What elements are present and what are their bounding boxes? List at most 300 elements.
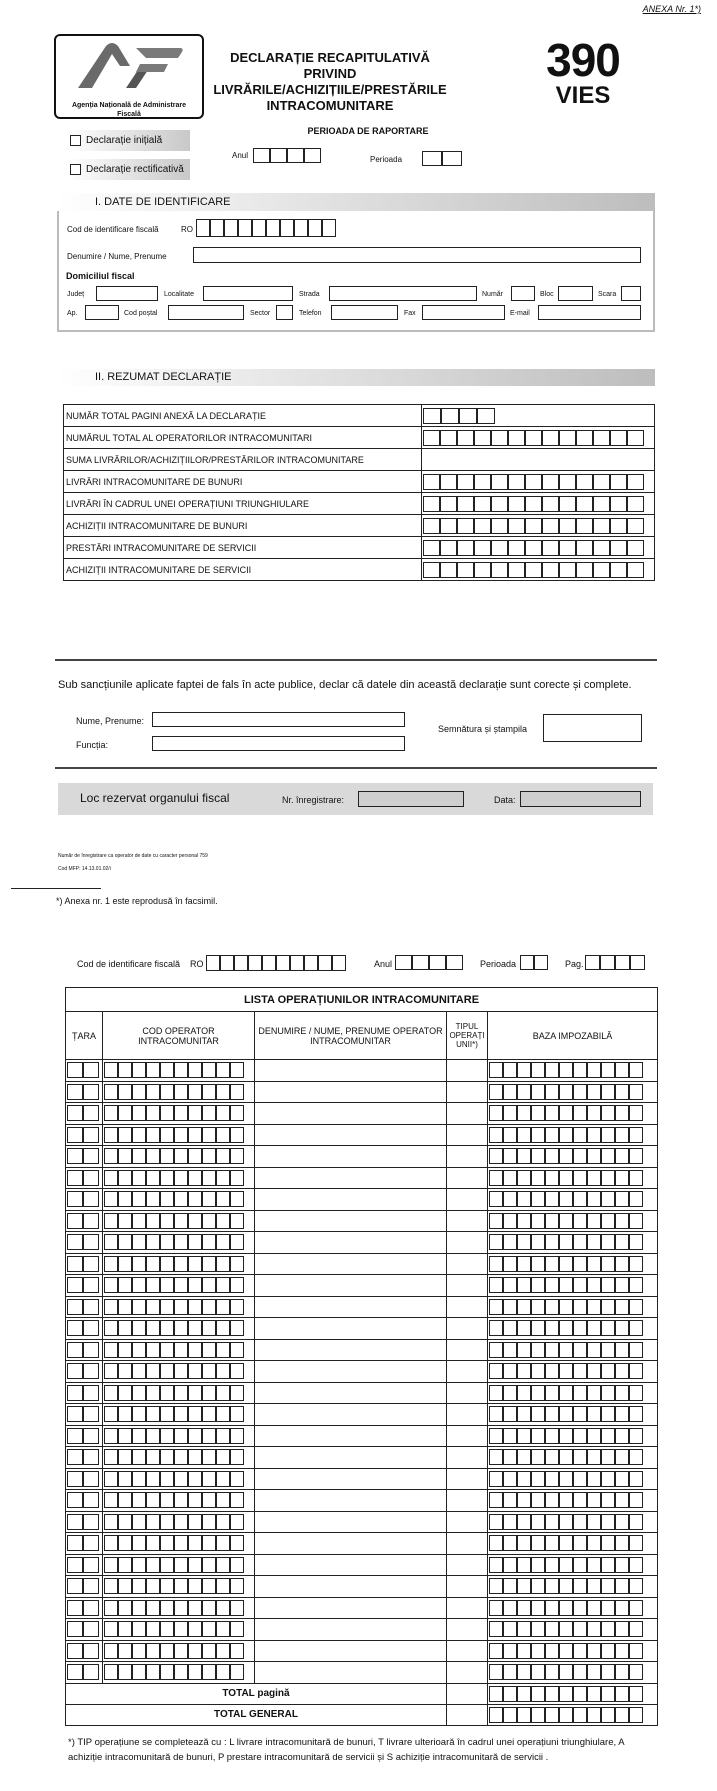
operation-row xyxy=(66,1318,658,1340)
taxable-base-field[interactable] xyxy=(488,1060,658,1082)
summary-row xyxy=(64,471,655,493)
mfp-code: Cod MFP: 14.13.01.02/i xyxy=(58,866,111,872)
year-label: Anul xyxy=(232,151,249,160)
operation-row xyxy=(66,1597,658,1619)
summary-row-label: NUMĂRUL TOTAL AL OPERATORILOR INTRACOMUNITARI xyxy=(64,427,422,449)
taxable-base-field[interactable] xyxy=(488,1640,658,1662)
operation-row xyxy=(66,1339,658,1361)
country-field[interactable] xyxy=(66,1081,103,1103)
signer-name-field[interactable] xyxy=(152,712,405,727)
summary-row xyxy=(64,427,655,449)
operation-row xyxy=(66,1425,658,1447)
operator-name-field[interactable] xyxy=(255,1339,447,1361)
digit-cell[interactable] xyxy=(290,955,304,971)
operator-code-field[interactable] xyxy=(103,1554,255,1576)
operation-row xyxy=(66,1103,658,1125)
operator-name-field[interactable] xyxy=(255,1511,447,1533)
initial-label: Declarație inițială xyxy=(86,135,163,146)
operator-code-field[interactable] xyxy=(103,1468,255,1490)
operation-row xyxy=(66,1533,658,1555)
registration-date-label: Data: xyxy=(494,795,516,805)
operator-code-field[interactable] xyxy=(103,1167,255,1189)
taxable-base-field[interactable] xyxy=(488,1275,658,1297)
annex-cif-field[interactable] xyxy=(206,955,346,971)
declaration-statement: Sub sancțiunile aplicate faptei de fals în acte publice, declar că datele din această declarație sunt corecte și complete. xyxy=(58,679,632,691)
operation-type-field[interactable] xyxy=(447,1060,488,1082)
taxable-base-field[interactable] xyxy=(488,1339,658,1361)
section-2-header xyxy=(57,369,655,386)
rectified-declaration-option[interactable] xyxy=(68,159,190,180)
summary-row-label: ACHIZIȚII INTRACOMUNITARE DE BUNURI xyxy=(64,515,422,537)
operator-code-field[interactable] xyxy=(103,1124,255,1146)
taxable-base-field[interactable] xyxy=(488,1533,658,1555)
locality-label: Localitate xyxy=(164,291,194,298)
operator-name-field[interactable] xyxy=(255,1253,447,1275)
taxable-base-field[interactable] xyxy=(488,1619,658,1641)
operator-name-field[interactable] xyxy=(255,1533,447,1555)
summary-table xyxy=(63,404,655,581)
cif-label: Cod de identificare fiscală xyxy=(67,225,159,234)
operator-code-field[interactable] xyxy=(103,1511,255,1533)
digit-cell[interactable] xyxy=(210,219,224,237)
operation-row xyxy=(66,1060,658,1082)
operation-type-field[interactable] xyxy=(447,1554,488,1576)
country-field[interactable] xyxy=(66,1447,103,1469)
digit-cell[interactable] xyxy=(206,955,220,971)
taxable-base-field[interactable] xyxy=(488,1253,658,1275)
country-field[interactable] xyxy=(66,1468,103,1490)
operator-code-field[interactable] xyxy=(103,1533,255,1555)
operation-row xyxy=(66,1382,658,1404)
operator-name-field[interactable] xyxy=(255,1404,447,1426)
operation-type-field[interactable] xyxy=(447,1511,488,1533)
operator-code-field[interactable] xyxy=(103,1232,255,1254)
col-operation-type: TIPUL OPERAȚI UNII*) xyxy=(447,1012,488,1060)
summary-row-label: SUMA LIVRĂRILOR/ACHIZIȚIILOR/PRESTĂRILOR INTRACOMUNITARE xyxy=(64,449,422,471)
taxable-base-field[interactable] xyxy=(488,1382,658,1404)
annex-period-label: Perioada xyxy=(480,959,517,969)
form-code: VIES xyxy=(555,82,611,109)
operator-code-field[interactable] xyxy=(103,1425,255,1447)
staircase-label: Scara xyxy=(598,291,617,298)
taxable-base-field[interactable] xyxy=(488,1404,658,1426)
taxable-base-field[interactable] xyxy=(488,1468,658,1490)
operator-name-field[interactable] xyxy=(255,1275,447,1297)
operator-name-field[interactable] xyxy=(255,1167,447,1189)
operation-type-field[interactable] xyxy=(447,1490,488,1512)
fax-field[interactable] xyxy=(422,305,505,320)
country-field[interactable] xyxy=(66,1189,103,1211)
operations-list xyxy=(65,987,658,1726)
fiscal-reserved-area xyxy=(58,783,653,815)
operator-code-field[interactable] xyxy=(103,1253,255,1275)
operation-type-field[interactable] xyxy=(447,1404,488,1426)
registration-date-field[interactable] xyxy=(520,791,641,807)
annex-year-field[interactable] xyxy=(395,955,463,970)
operation-type-field[interactable] xyxy=(447,1382,488,1404)
operator-code-field[interactable] xyxy=(103,1339,255,1361)
taxable-base-field[interactable] xyxy=(488,1662,658,1684)
country-field[interactable] xyxy=(66,1404,103,1426)
taxable-base-field[interactable] xyxy=(488,1210,658,1232)
summary-row-label: ACHIZIȚII INTRACOMUNITARE DE SERVICII xyxy=(64,559,422,581)
sector-field[interactable] xyxy=(276,305,293,320)
digit-cell[interactable] xyxy=(280,219,294,237)
operation-type-field[interactable] xyxy=(447,1468,488,1490)
section-2-title: II. REZUMAT DECLARAȚIE xyxy=(95,371,232,383)
summary-row xyxy=(64,405,655,427)
signer-name-label: Nume, Prenume: xyxy=(76,716,145,726)
period-field[interactable] xyxy=(422,151,462,166)
rectified-checkbox[interactable] xyxy=(70,164,81,175)
operator-code-field[interactable] xyxy=(103,1103,255,1125)
country-field[interactable] xyxy=(66,1382,103,1404)
country-field[interactable] xyxy=(66,1619,103,1641)
signer-function-field[interactable] xyxy=(152,736,405,751)
operator-code-field[interactable] xyxy=(103,1640,255,1662)
agency-name: Agenția Națională de Administrare Fiscală xyxy=(71,102,187,118)
operator-name-field[interactable] xyxy=(255,1554,447,1576)
summary-value-field[interactable] xyxy=(422,449,655,471)
col-operator-name: DENUMIRE / NUME, PRENUME OPERATOR INTRACOMUNITAR xyxy=(255,1012,447,1060)
operation-type-field[interactable] xyxy=(447,1662,488,1684)
operator-code-field[interactable] xyxy=(103,1275,255,1297)
taxable-base-field[interactable] xyxy=(488,1081,658,1103)
title-line-2: PRIVIND LIVRĂRILE/ACHIZIȚIILE/PRESTĂRILE xyxy=(213,66,447,97)
summary-value-field[interactable] xyxy=(422,405,655,427)
operation-type-field[interactable] xyxy=(447,1318,488,1340)
operation-type-field[interactable] xyxy=(447,1576,488,1598)
taxable-base-field[interactable] xyxy=(488,1511,658,1533)
operator-registration-note: Număr de înregistrare ca operator de date cu caracter personal 759 xyxy=(58,853,208,859)
country-field[interactable] xyxy=(66,1060,103,1082)
street-field[interactable] xyxy=(329,286,477,301)
digit-cell[interactable] xyxy=(332,955,346,971)
col-taxable-base: BAZA IMPOZABILĂ xyxy=(488,1012,658,1060)
page-total-row xyxy=(66,1683,658,1704)
operation-type-field[interactable] xyxy=(447,1597,488,1619)
operation-row xyxy=(66,1662,658,1684)
summary-value-field[interactable] xyxy=(422,537,655,559)
registration-number-field[interactable] xyxy=(358,791,464,807)
operator-name-field[interactable] xyxy=(255,1662,447,1684)
operation-type-field[interactable] xyxy=(447,1296,488,1318)
country-field[interactable] xyxy=(66,1210,103,1232)
country-field[interactable] xyxy=(66,1318,103,1340)
digit-cell[interactable] xyxy=(252,219,266,237)
annex-year-label: Anul xyxy=(374,959,393,969)
summary-value-field[interactable] xyxy=(422,427,655,449)
taxable-base-field[interactable] xyxy=(488,1576,658,1598)
operator-name-field[interactable] xyxy=(255,1490,447,1512)
section-1-title: I. DATE DE IDENTIFICARE xyxy=(95,196,231,208)
summary-value-field[interactable] xyxy=(422,493,655,515)
operation-type-field[interactable] xyxy=(447,1210,488,1232)
operation-type-field[interactable] xyxy=(447,1640,488,1662)
taxable-base-field[interactable] xyxy=(488,1425,658,1447)
summary-row xyxy=(64,493,655,515)
digit-cell[interactable] xyxy=(318,955,332,971)
phone-field[interactable] xyxy=(331,305,398,320)
taxable-base-field[interactable] xyxy=(488,1124,658,1146)
signature-field[interactable] xyxy=(543,714,642,742)
country-field[interactable] xyxy=(66,1124,103,1146)
operation-type-field[interactable] xyxy=(447,1447,488,1469)
operator-name-field[interactable] xyxy=(255,1060,447,1082)
operation-type-field[interactable] xyxy=(447,1167,488,1189)
operation-type-field[interactable] xyxy=(447,1081,488,1103)
operator-code-field[interactable] xyxy=(103,1619,255,1641)
taxable-base-field[interactable] xyxy=(488,1447,658,1469)
initial-checkbox[interactable] xyxy=(70,135,81,146)
operator-code-field[interactable] xyxy=(103,1361,255,1383)
taxable-base-field[interactable] xyxy=(488,1296,658,1318)
operator-code-field[interactable] xyxy=(103,1081,255,1103)
operation-row xyxy=(66,1640,658,1662)
operation-row xyxy=(66,1232,658,1254)
operator-code-field[interactable] xyxy=(103,1210,255,1232)
taxable-base-field[interactable] xyxy=(488,1490,658,1512)
country-field[interactable] xyxy=(66,1232,103,1254)
operator-code-field[interactable] xyxy=(103,1597,255,1619)
annex-cif-label: Cod de identificare fiscală xyxy=(77,959,181,969)
country-field[interactable] xyxy=(66,1425,103,1447)
county-field[interactable] xyxy=(96,286,158,301)
street-label: Strada xyxy=(299,291,320,298)
operator-name-field[interactable] xyxy=(255,1597,447,1619)
country-field[interactable] xyxy=(66,1662,103,1684)
operation-row xyxy=(66,1511,658,1533)
operator-name-field[interactable] xyxy=(255,1081,447,1103)
footnote: *) Anexa nr. 1 este reprodusă în facsimil. xyxy=(56,896,218,906)
operation-row xyxy=(66,1124,658,1146)
taxable-base-field[interactable] xyxy=(488,1167,658,1189)
col-operator-code: COD OPERATOR INTRACOMUNITAR xyxy=(103,1012,255,1060)
page-field[interactable] xyxy=(585,955,645,970)
operator-code-field[interactable] xyxy=(103,1490,255,1512)
operation-type-field[interactable] xyxy=(447,1619,488,1641)
taxable-base-field[interactable] xyxy=(488,1189,658,1211)
operator-code-field[interactable] xyxy=(103,1318,255,1340)
operation-row xyxy=(66,1296,658,1318)
digit-cell[interactable] xyxy=(304,955,318,971)
operator-name-field[interactable] xyxy=(255,1124,447,1146)
operator-name-field[interactable] xyxy=(255,1146,447,1168)
taxable-base-field[interactable] xyxy=(488,1361,658,1383)
digit-cell[interactable] xyxy=(248,955,262,971)
operator-name-field[interactable] xyxy=(255,1232,447,1254)
operator-name-field[interactable] xyxy=(255,1382,447,1404)
year-field[interactable] xyxy=(253,148,321,163)
operator-name-field[interactable] xyxy=(255,1361,447,1383)
period-label: Perioada xyxy=(370,155,403,164)
locality-field[interactable] xyxy=(203,286,293,301)
operator-name-field[interactable] xyxy=(255,1447,447,1469)
taxable-base-field[interactable] xyxy=(488,1554,658,1576)
digit-cell[interactable] xyxy=(220,955,234,971)
cif-field[interactable] xyxy=(196,219,336,237)
country-field[interactable] xyxy=(66,1339,103,1361)
total-type-field xyxy=(447,1704,488,1725)
operation-row xyxy=(66,1404,658,1426)
operator-code-field[interactable] xyxy=(103,1060,255,1082)
operation-row xyxy=(66,1490,658,1512)
fiscal-reserved-label: Loc rezervat organului fiscal xyxy=(80,791,230,805)
operation-type-field[interactable] xyxy=(447,1146,488,1168)
divider xyxy=(55,659,657,661)
country-field[interactable] xyxy=(66,1511,103,1533)
operator-name-field[interactable] xyxy=(255,1619,447,1641)
operator-name-field[interactable] xyxy=(255,1640,447,1662)
operation-row xyxy=(66,1554,658,1576)
summary-row xyxy=(64,515,655,537)
operation-type-field[interactable] xyxy=(447,1361,488,1383)
operation-row xyxy=(66,1210,658,1232)
operation-type-field[interactable] xyxy=(447,1232,488,1254)
operator-code-field[interactable] xyxy=(103,1146,255,1168)
operator-code-field[interactable] xyxy=(103,1447,255,1469)
operation-type-field[interactable] xyxy=(447,1103,488,1125)
country-field[interactable] xyxy=(66,1640,103,1662)
initial-declaration-option[interactable] xyxy=(68,130,190,151)
operator-name-field[interactable] xyxy=(255,1425,447,1447)
general-total-row xyxy=(66,1704,658,1725)
summary-row xyxy=(64,537,655,559)
name-label: Denumire / Nume, Prenume xyxy=(67,252,167,261)
country-field[interactable] xyxy=(66,1361,103,1383)
taxable-base-field[interactable] xyxy=(488,1318,658,1340)
operator-name-field[interactable] xyxy=(255,1576,447,1598)
operation-type-field[interactable] xyxy=(447,1339,488,1361)
operation-type-field[interactable] xyxy=(447,1189,488,1211)
operator-name-field[interactable] xyxy=(255,1296,447,1318)
operation-type-field[interactable] xyxy=(447,1425,488,1447)
operation-row xyxy=(66,1361,658,1383)
number-label: Număr xyxy=(482,291,504,298)
country-field[interactable] xyxy=(66,1253,103,1275)
digit-cell[interactable] xyxy=(234,955,248,971)
operation-row xyxy=(66,1468,658,1490)
email-field[interactable] xyxy=(538,305,641,320)
domicile-heading: Domiciliul fiscal xyxy=(66,271,135,281)
email-label: E-mail xyxy=(510,310,530,317)
operation-row xyxy=(66,1167,658,1189)
block-label: Bloc xyxy=(540,291,554,298)
country-field[interactable] xyxy=(66,1146,103,1168)
operation-row xyxy=(66,1189,658,1211)
digit-cell[interactable] xyxy=(266,219,280,237)
page-label: Pag. xyxy=(565,959,584,969)
digit-cell[interactable] xyxy=(294,219,308,237)
country-field[interactable] xyxy=(66,1554,103,1576)
postal-code-field[interactable] xyxy=(168,305,244,320)
operator-name-field[interactable] xyxy=(255,1318,447,1340)
digit-cell[interactable] xyxy=(238,219,252,237)
taxable-base-field[interactable] xyxy=(488,1232,658,1254)
af-logo-icon xyxy=(56,36,202,96)
list-title: LISTA OPERAȚIUNILOR INTRACOMUNITARE xyxy=(66,988,658,1012)
name-field[interactable] xyxy=(193,247,641,263)
operator-code-field[interactable] xyxy=(103,1576,255,1598)
summary-value-field[interactable] xyxy=(422,559,655,581)
country-field[interactable] xyxy=(66,1576,103,1598)
digit-cell[interactable] xyxy=(224,219,238,237)
staircase-field[interactable] xyxy=(621,286,641,301)
annex-period-field[interactable] xyxy=(520,955,548,970)
operation-type-note: *) TIP operațiune se completează cu : L livrare intracomunitară de bunuri, T livrare ulterioară în cadrul unei operațiuni triunghiulare, A achiziție intracomunitară de bunuri, P prestare intracomunitară de servicii și S achiziție intracomunitară de servicii . xyxy=(68,1737,625,1763)
operator-name-field[interactable] xyxy=(255,1468,447,1490)
country-field[interactable] xyxy=(66,1103,103,1125)
taxable-base-field[interactable] xyxy=(488,1146,658,1168)
footnote-rule xyxy=(11,888,101,889)
country-field[interactable] xyxy=(66,1167,103,1189)
registration-number-label: Nr. înregistrare: xyxy=(282,795,345,805)
country-field[interactable] xyxy=(66,1490,103,1512)
operator-code-field[interactable] xyxy=(103,1189,255,1211)
operation-type-field[interactable] xyxy=(447,1253,488,1275)
summary-value-field[interactable] xyxy=(422,471,655,493)
summary-value-field[interactable] xyxy=(422,515,655,537)
total-label: TOTAL GENERAL xyxy=(66,1704,447,1725)
digit-cell[interactable] xyxy=(196,219,210,237)
digit-cell[interactable] xyxy=(308,219,322,237)
taxable-base-field[interactable] xyxy=(488,1597,658,1619)
signature-label: Semnătura și ștampila xyxy=(438,724,528,734)
operator-code-field[interactable] xyxy=(103,1404,255,1426)
operation-row xyxy=(66,1081,658,1103)
summary-row xyxy=(64,559,655,581)
operation-row xyxy=(66,1275,658,1297)
apartment-field[interactable] xyxy=(85,305,119,320)
number-field[interactable] xyxy=(511,286,535,301)
operator-name-field[interactable] xyxy=(255,1189,447,1211)
summary-row-label: LIVRĂRI INTRACOMUNITARE DE BUNURI xyxy=(64,471,422,493)
operator-code-field[interactable] xyxy=(103,1382,255,1404)
sector-label: Sector xyxy=(250,310,271,317)
taxable-base-field[interactable] xyxy=(488,1103,658,1125)
digit-cell[interactable] xyxy=(276,955,290,971)
annex-note: ANEXA Nr. 1*) xyxy=(642,4,701,14)
country-field[interactable] xyxy=(66,1275,103,1297)
operator-code-field[interactable] xyxy=(103,1662,255,1684)
country-field[interactable] xyxy=(66,1533,103,1555)
rectified-label: Declarație rectificativă xyxy=(86,164,184,175)
annex-ro-label: RO xyxy=(190,959,204,969)
divider xyxy=(55,767,657,769)
operation-type-field[interactable] xyxy=(447,1275,488,1297)
operation-row xyxy=(66,1253,658,1275)
operator-name-field[interactable] xyxy=(255,1103,447,1125)
operation-type-field[interactable] xyxy=(447,1124,488,1146)
fax-label: Fax xyxy=(404,310,416,317)
summary-row-label: PRESTĂRI INTRACOMUNITARE DE SERVICII xyxy=(64,537,422,559)
country-field[interactable] xyxy=(66,1296,103,1318)
agency-logo xyxy=(54,34,204,119)
operation-type-field[interactable] xyxy=(447,1533,488,1555)
operation-row xyxy=(66,1619,658,1641)
country-field[interactable] xyxy=(66,1597,103,1619)
digit-cell[interactable] xyxy=(262,955,276,971)
title-line-1: DECLARAȚIE RECAPITULATIVĂ xyxy=(230,50,430,65)
block-field[interactable] xyxy=(558,286,593,301)
signer-function-label: Funcția: xyxy=(76,740,109,750)
operator-code-field[interactable] xyxy=(103,1296,255,1318)
operator-name-field[interactable] xyxy=(255,1210,447,1232)
total-value-field[interactable] xyxy=(488,1704,658,1725)
total-type-field xyxy=(447,1683,488,1704)
total-value-field[interactable] xyxy=(488,1683,658,1704)
digit-cell[interactable] xyxy=(322,219,336,237)
